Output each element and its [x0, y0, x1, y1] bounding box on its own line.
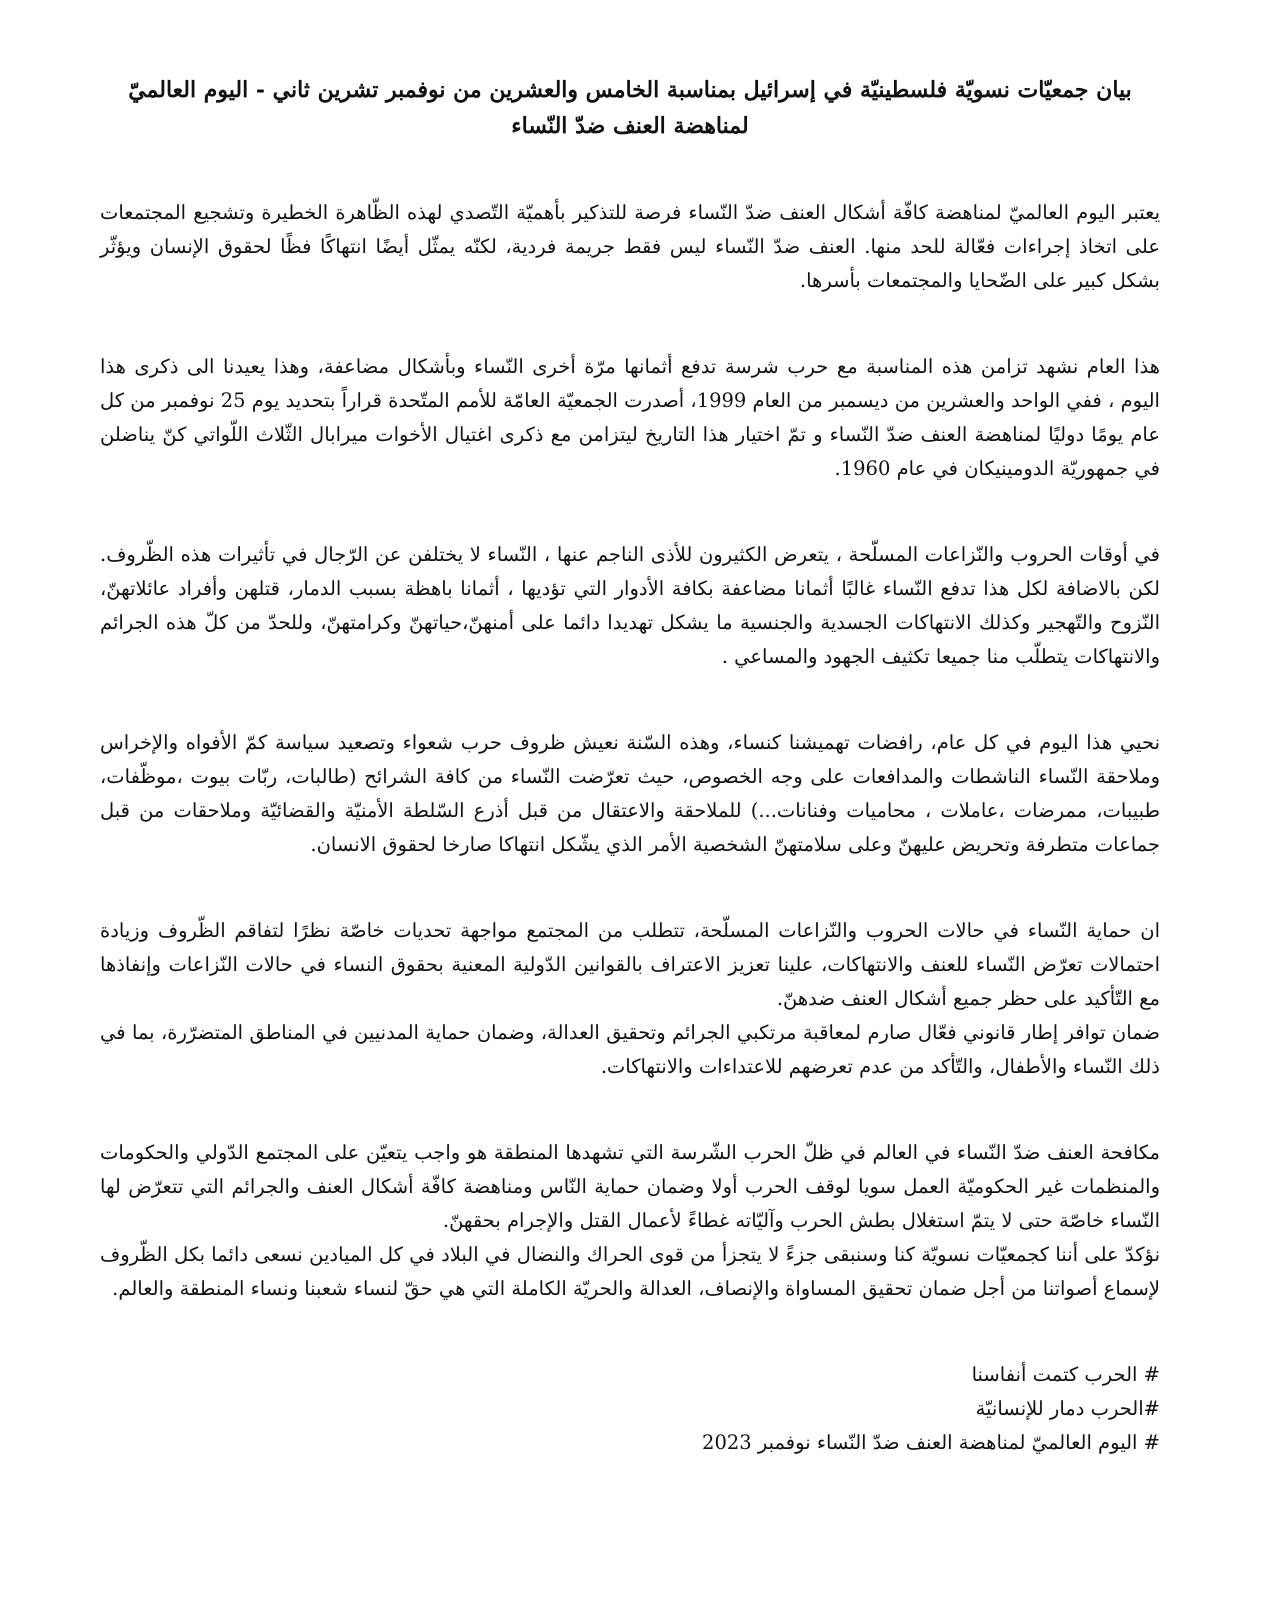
- hashtag-list: [100, 1358, 1160, 1460]
- statement-document: [100, 60, 1160, 1560]
- paragraph-protection: ان حماية النّساء في حالات الحروب والنّزاعات المسلّحة، تتطلب من المجتمع مواجهة تحديات خاصّة نظرًا لتفاقم الظّروف وزيادة احتمالات تعرّض النّساء للعنف والانتهاكات، علينا تعزيز الاعتراف بالقوانين الدّولية المعنية بحقوق النساء في حالات النّزاعات وإنفاذها مع التّأكيد على حظر جميع أشكال العنف ضدهنّ.: [100, 919, 1160, 1010]
- document-title: [100, 72, 1160, 144]
- title-line-1: بيان جمعيّات نسويّة فلسطينيّة في إسرائيل بمناسبة الخامس والعشرين من نوفمبر تشرين ثاني - اليوم العالميّ: [128, 77, 1132, 103]
- title-line-2: لمناهضة العنف ضدّ النّساء: [511, 113, 749, 139]
- paragraph-persecution: نحيي هذا اليوم في كل عام، رافضات تهميشنا كنساء، وهذه السّنة نعيش ظروف حرب شعواء وتصعيد سياسة كمّ الأفواه والإخراس وملاحقة النّساء الناشطات والمدافعات على وجه الخصوص، حيث تعرّضت النّساء من كافة الشرائح (طالبات، ربّات بيوت ،موظّفات، طبيبات، ممرضات ،عاملات ، محاميات وفنانات...) للملاحقة والاعتقال من قبل أذرع السّلطة الأمنيّة والقضائيّة وملاحقات من قبل جماعات متطرفة وتحريض عليهنّ وعلى سلامتهنّ الشخصية الأمر الذي يشّكل انتهاكا صارخا لحقوق الانسان.: [100, 731, 1160, 856]
- hashtag-item: # الحرب كتمت أنفاسنا: [971, 1363, 1160, 1386]
- hashtag-item: #الحرب دمار للإنسانيّة: [975, 1397, 1160, 1420]
- paragraph-intro: يعتبر اليوم العالميّ لمناهضة كافّة أشكال العنف ضدّ النّساء فرصة للتذكير بأهميّة التّصدي لهذه الظّاهرة الخطيرة وتشجيع المجتمعات على اتخاذ إجراءات فعّالة للحد منها. العنف ضدّ النّساء ليس فقط جريمة فردية، لكنّه يمثّل أيضًا انتهاكًا فظًا لحقوق الإنسان ويؤثّر بشكل كبير على الضّحايا والمجتمعات بأسرها.: [100, 201, 1160, 292]
- hashtag-item: # اليوم العالميّ لمناهضة العنف ضدّ النّساء نوفمبر 2023: [702, 1431, 1160, 1454]
- paragraph-legal-framework: ضمان توافر إطار قانوني فعّال صارم لمعاقبة مرتكبي الجرائم وتحقيق العدالة، وضمان حماية المدنيين في المناطق المتضرّرة، بما في ذلك النّساء والأطفال، والتّأكد من عدم تعرضهم للاعتداءات والانتهاكات.: [100, 1021, 1160, 1078]
- paragraph-history: هذا العام نشهد تزامن هذه المناسبة مع حرب شرسة تدفع أثمانها مرّة أخرى النّساء وبأشكال مضاعفة، وهذا يعيدنا الى ذكرى هذا اليوم ، ففي الواحد والعشرين من ديسمبر من العام 1999، أصدرت الجمعيّة العامّة للأمم المتّحدة قراراً بتحديد يوم 25 نوفمبر من كل عام يومًا دوليًا لمناهضة العنف ضدّ النّساء و تمّ اختيار هذا التاريخ ليتزامن مع ذكرى اغتيال الأخوات ميرابال الثّلاث اللّواتي كنّ يناضلن في جمهوريّة الدومينيكان في عام 1960.: [100, 355, 1160, 480]
- paragraph-commitment: نؤكدّ على أننا كجمعيّات نسويّة كنا وسنبقى جزءً لا يتجزأ من قوى الحراك والنضال في البلاد في كل الميادين نسعى دائما بكل الظّروف لإسماع أصواتنا من أجل ضمان تحقيق المساواة والإنصاف، العدالة والحريّة الكاملة التي هي حقّ لنساء شعبنا ونساء المنطقة والعالم.: [100, 1243, 1160, 1300]
- paragraph-war-impact: في أوقات الحروب والنّزاعات المسلّحة ، يتعرض الكثيرون للأذى الناجم عنها ، النّساء لا يختلفن عن الرّجال في تأثيرات هذه الظّروف. لكن بالاضافة لكل هذا تدفع النّساء غالبًا أثمانا مضاعفة بكافة الأدوار التي تؤديها ، أثمانا باهظة بسبب الدمار، قتلهن وأفراد عائلاتهنّ، النّزوح والتّهجير وكذلك الانتهاكات الجسدية والجنسية ما يشكل تهديدا دائما على أمنهنّ،حياتهنّ وكرامتهنّ، وللحدّ من كلّ هذه الجرائم والانتهاكات يتطلّب منا جميعا تكثيف الجهود والمساعي .: [100, 543, 1160, 668]
- paragraph-international-duty: مكافحة العنف ضدّ النّساء في العالم في ظلّ الحرب الشّرسة التي تشهدها المنطقة هو واجب يتعيّن على المجتمع الدّولي والحكومات والمنظمات غير الحكوميّة العمل سويا لوقف الحرب أولا وضمان حماية النّاس ومناهضة كافّة أشكال العنف والجرائم التي تتعرّض لها النّساء خاصّة حتى لا يتمّ استغلال بطش الحرب وآليّاته غطاءً لأعمال القتل والإجرام بحقهنّ.: [100, 1141, 1160, 1232]
